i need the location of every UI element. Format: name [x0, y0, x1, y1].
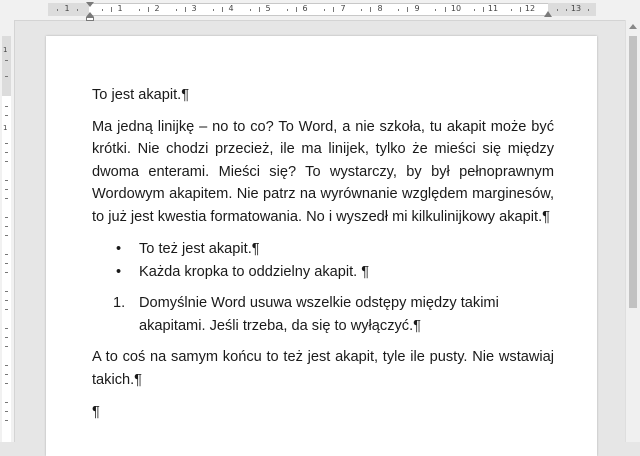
ruler-tick	[445, 7, 446, 12]
ruler-label: 5	[265, 4, 271, 13]
vertical-ruler-dot	[5, 189, 8, 190]
ruler-label: 10	[450, 4, 462, 13]
ruler-track	[48, 3, 596, 16]
ruler-dot	[287, 9, 288, 11]
vertical-ruler-dot	[5, 402, 8, 403]
ruler-tick	[259, 7, 260, 12]
vertical-ruler-dot	[5, 291, 8, 292]
ruler-label: 4	[228, 4, 234, 13]
first-line-indent-marker[interactable]	[86, 2, 94, 7]
vertical-ruler-dot	[5, 115, 8, 116]
vertical-ruler-dot	[5, 254, 8, 255]
vertical-ruler-dot	[5, 300, 8, 301]
vertical-ruler-dot	[5, 226, 8, 227]
vertical-ruler-dot	[5, 217, 8, 218]
vertical-ruler[interactable]	[0, 20, 15, 442]
ruler-corner	[625, 0, 640, 20]
vertical-ruler-dot	[5, 309, 8, 310]
ruler-label: 7	[340, 4, 346, 13]
ruler-tick	[296, 7, 297, 12]
bullet-mark: •	[116, 263, 122, 280]
ruler-dot	[176, 9, 177, 11]
vertical-ruler-dot	[5, 198, 8, 199]
vertical-scrollbar[interactable]	[625, 20, 640, 442]
vertical-ruler-dot	[5, 374, 8, 375]
vertical-ruler-dot	[5, 383, 8, 384]
ruler-dot	[398, 9, 399, 11]
vertical-ruler-dot	[5, 420, 8, 421]
ruler-tick	[370, 7, 371, 12]
number-mark: 1.	[113, 295, 126, 311]
vertical-ruler-dot	[5, 263, 8, 264]
ruler-tick	[483, 7, 484, 12]
list-item[interactable]	[92, 261, 554, 284]
ruler-tick	[222, 7, 223, 12]
list-item-text[interactable]: To też jest akapit.¶	[139, 241, 260, 257]
ruler-label: 2	[154, 4, 160, 13]
ruler-dot	[361, 9, 362, 11]
ruler-dot	[77, 9, 78, 11]
paragraph[interactable]: A to coś na samym końcu to też jest akapit, tyle ile pusty. Nie wstawiaj takich.¶	[92, 349, 554, 388]
vertical-ruler-dot	[5, 235, 8, 236]
paragraph[interactable]: To jest akapit.¶	[92, 87, 190, 103]
list-item[interactable]	[92, 238, 554, 261]
vertical-ruler-label: 1	[3, 46, 8, 54]
list-item-text[interactable]: Domyślnie Word usuwa wszelkie odstępy między takimi akapitami. Jeśli trzeba, da się to wyłączyć.¶	[139, 295, 499, 334]
scrollbar-thumb[interactable]	[629, 36, 637, 308]
ruler-label: 3	[191, 4, 197, 13]
bulleted-list	[92, 238, 554, 283]
ruler-dot	[57, 9, 58, 11]
paragraph[interactable]: Ma jedną linijkę – no to co? To Word, a nie szkoła, tu akapit może być krótki. Nie chodzi przecież, ile ma linijek, tylko że mieści się między dwoma enterami. Mieści się? To wystarczy, by był pełnoprawnym Wordowym akapitem. Nie patrz na wyrównanie względem marginesów, to już jest kwestia formatowania. No i wyszedł mi kilkulinijkowy akapit.¶	[92, 118, 554, 225]
vertical-ruler-dot	[5, 152, 8, 153]
ruler-label: 12	[524, 4, 536, 13]
ruler-dot	[588, 9, 589, 11]
vertical-ruler-dot	[5, 328, 8, 329]
vertical-ruler-dot	[5, 272, 8, 273]
top-margin-area	[2, 36, 11, 96]
vertical-ruler-dot	[5, 60, 8, 61]
ruler-dot	[435, 9, 436, 11]
ruler-dot	[557, 9, 558, 11]
document-body[interactable]	[92, 84, 554, 434]
list-item[interactable]	[92, 292, 554, 337]
ruler-dot	[566, 9, 567, 11]
ruler-dot	[474, 9, 475, 11]
ruler-label: 9	[414, 4, 420, 13]
ruler-label: 11	[487, 4, 499, 13]
ruler-label: 1	[64, 4, 70, 13]
ruler-tick	[148, 7, 149, 12]
ruler-dot	[511, 9, 512, 11]
right-indent-marker[interactable]	[544, 11, 552, 17]
ruler-dot	[250, 9, 251, 11]
ruler-label: 1	[117, 4, 123, 13]
ruler-dot	[139, 9, 140, 11]
numbered-list	[92, 292, 554, 337]
document-page[interactable]	[46, 36, 597, 456]
vertical-ruler-track	[2, 96, 11, 442]
ruler-label: 13	[570, 4, 582, 13]
empty-paragraph[interactable]: ¶	[92, 404, 100, 420]
vertical-ruler-dot	[5, 106, 8, 107]
ruler-label: 6	[302, 4, 308, 13]
ruler-label: 8	[377, 4, 383, 13]
vertical-ruler-dot	[5, 365, 8, 366]
vertical-ruler-dot	[5, 346, 8, 347]
vertical-ruler-dot	[5, 143, 8, 144]
ruler-dot	[324, 9, 325, 11]
ruler-tick	[520, 7, 521, 12]
ruler-tick	[111, 7, 112, 12]
vertical-ruler-label: 1	[3, 124, 8, 132]
ruler-tick	[407, 7, 408, 12]
ruler-tick	[333, 7, 334, 12]
ruler-dot	[102, 9, 103, 11]
vertical-ruler-dot	[5, 411, 8, 412]
left-indent-marker[interactable]	[86, 17, 94, 21]
bullet-mark: •	[116, 241, 122, 257]
vertical-ruler-dot	[5, 161, 8, 162]
ruler-dot	[213, 9, 214, 11]
vertical-ruler-dot	[5, 76, 8, 77]
scroll-up-arrow-icon[interactable]	[629, 24, 637, 29]
list-item-text[interactable]: Każda kropka to oddzielny akapit. ¶	[139, 263, 370, 280]
ruler-tick	[185, 7, 186, 12]
vertical-ruler-dot	[5, 337, 8, 338]
vertical-ruler-dot	[5, 180, 8, 181]
horizontal-ruler[interactable]	[0, 0, 625, 21]
